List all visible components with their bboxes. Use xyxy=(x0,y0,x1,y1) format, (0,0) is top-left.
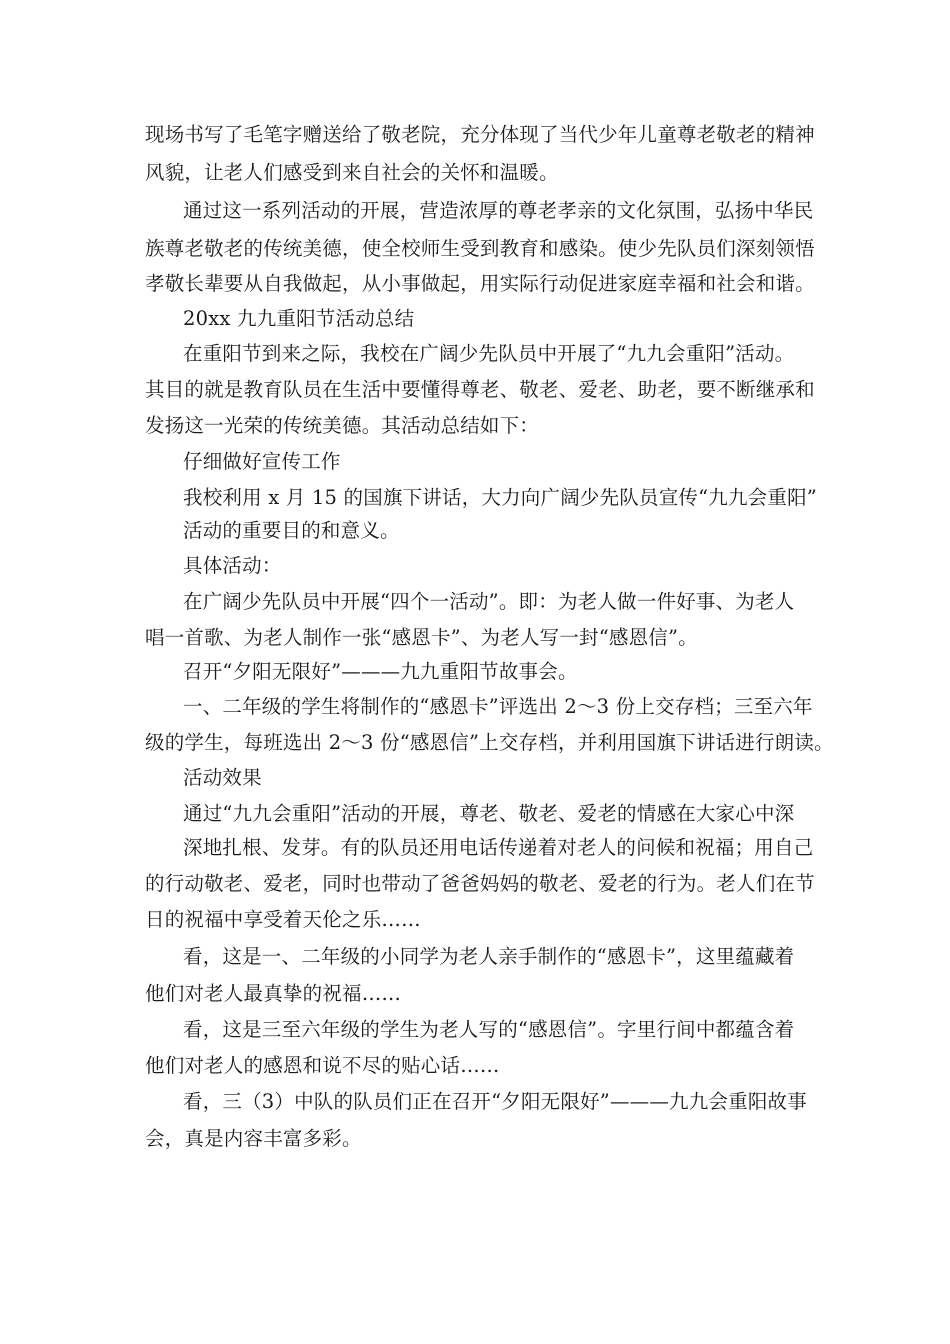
text-line: 唱一首歌、为老人制作一张“感恩卡”、为老人写一封“感恩信”。 xyxy=(145,626,698,649)
text-line: 在重阳节到来之际，我校在广阔少先队员中开展了“九九会重阳”活动。 xyxy=(183,342,795,365)
text-line: 看，这是一、二年级的小同学为老人亲手制作的“感恩卡”，这里蕴藏着 xyxy=(183,945,795,968)
subheading: 仔细做好宣传工作 xyxy=(183,450,341,473)
text-line: 孝敬长辈要从自我做起，从小事做起，用实际行动促进家庭幸福和社会和谐。 xyxy=(145,272,815,295)
text-line: 日的祝福中享受着天伦之乐…… xyxy=(145,908,421,931)
text-line: 通过“九九会重阳”活动的开展，尊老、敬老、爱老的情感在大家心中深 xyxy=(183,802,795,825)
text-line: 看，这是三至六年级的学生为老人写的“感恩信”。字里行间中都蕴含着 xyxy=(183,1018,795,1041)
text-line: 通过这一系列活动的开展，营造浓厚的尊老孝亲的文化氛围，弘扬中华民 xyxy=(183,199,814,222)
text-line: 召开“夕阳无限好”———九九重阳节故事会。 xyxy=(183,660,578,683)
text-line: 发扬这一光荣的传统美德。其活动总结如下： xyxy=(145,414,540,437)
text-line: 会，真是内容丰富多彩。 xyxy=(145,1127,362,1150)
text-line: 其目的就是教育队员在生活中要懂得尊老、敬老、爱老、助老，要不断继承和 xyxy=(145,378,815,401)
subheading: 活动效果 xyxy=(183,766,262,789)
text-line: 看，三（3）中队的队员们正在召开“夕阳无限好”———九九会重阳故事 xyxy=(183,1090,807,1113)
text-line: 在广阔少先队员中开展“四个一活动”。即：为老人做一件好事、为老人 xyxy=(183,590,795,613)
text-line: 风貌，让老人们感受到来自社会的关怀和温暖。 xyxy=(145,161,559,184)
text-line: 级的学生，每班选出 2～3 份“感恩信”上交存档，并利用国旗下讲话进行朗读。 xyxy=(145,731,834,754)
text-line: 一、二年级的学生将制作的“感恩卡”评选出 2～3 份上交存档；三至六年 xyxy=(183,695,813,718)
text-line: 我校利用 x 月 15 的国旗下讲话，大力向广阔少先队员宣传“九九会重阳” xyxy=(183,486,817,509)
text-line: 族尊老敬老的传统美德，使全校师生受到教育和感染。使少先队员们深刻领悟 xyxy=(145,237,815,260)
section-heading: 20xx 九九重阳节活动总结 xyxy=(183,307,415,330)
text-line: 的行动敬老、爱老，同时也带动了爸爸妈妈的敬老、爱老的行为。老人们在节 xyxy=(145,872,815,895)
subheading: 具体活动： xyxy=(183,554,282,577)
text-line: 他们对老人最真挚的祝福…… xyxy=(145,982,402,1005)
text-line: 他们对老人的感恩和说不尽的贴心话…… xyxy=(145,1054,500,1077)
text-line: 活动的重要目的和意义。 xyxy=(183,519,400,542)
text-line: 现场书写了毛笔字赠送给了敬老院，充分体现了当代少年儿童尊老敬老的精神 xyxy=(145,123,815,146)
text-line: 深地扎根、发芽。有的队员还用电话传递着对老人的问候和祝福；用自己 xyxy=(183,836,814,859)
